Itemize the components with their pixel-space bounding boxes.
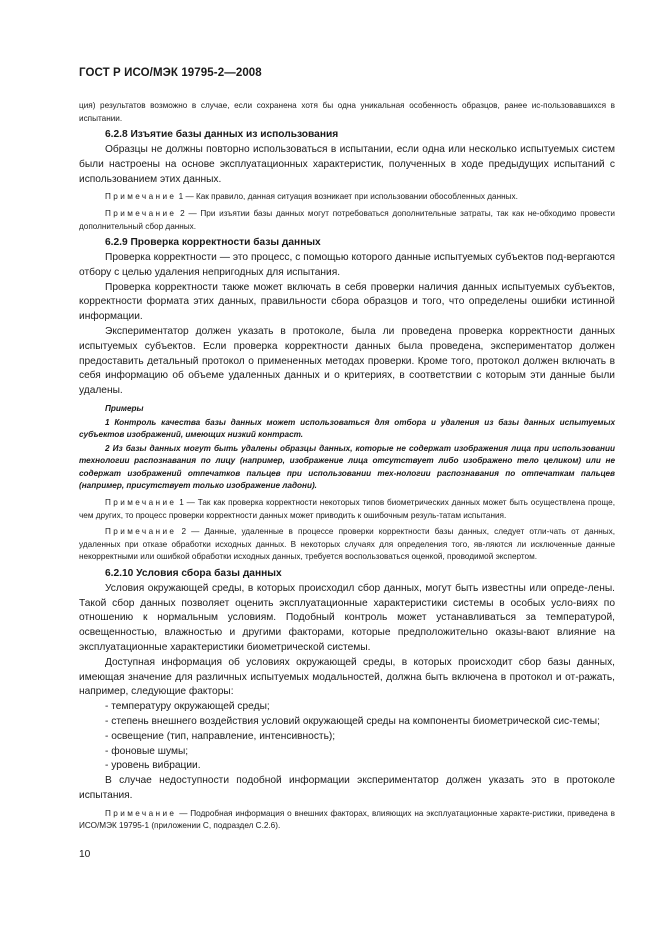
- paragraph: Проверка корректности — это процесс, с помощью которого данные испытуемых субъектов под-вергаются отбору с целью удаления непригодных для испытания.: [79, 251, 615, 278]
- list-item: - уровень вибрации.: [105, 760, 201, 772]
- paragraph: В случае недоступности подобной информации экспериментатор должен указать это в протоколе испытания.: [79, 775, 615, 801]
- paragraph: Условия окружающей среды, в которых происходил сбор данных, могут быть известны или опреде-лены. Такой сбор данных позволяет оценить эксплуатационные характеристики системы в особых усло-виях по отношению к нормальным условиям. Подобный контроль может устанавливаться за температурой, освещенностью, влажностью и другими факторами, которые предположительно оказы-вают влияние на эксплуатационные характеристики биометрической системы.: [79, 582, 615, 654]
- note: [79, 808, 615, 833]
- note: [79, 526, 615, 564]
- paragraph: Экспериментатор должен указать в протоколе, была ли проведена проверка корректности данных испытуемых субъектов. Если проверка корректности данных была проведена, экспериментатор должен предоставить детальный протокол о примененных методах проверки. Кроме того, протокол должен включать в себя информацию об объеме удаленных данных и о критериях, в соответствии с которым эти данные были удалены.: [79, 325, 615, 397]
- note-text: 1 — Как правило, данная ситуация возникает при использовании обособленных данных.: [176, 192, 518, 202]
- note-text: 2 — При изъятии базы данных могут потребоваться дополнительные затраты, так как не-обходимо провести дополнительный сбор данных.: [79, 208, 615, 231]
- example: 1 Контроль качества базы данных может использоваться для отбора и удаления из базы данных испытуемых субъектов изображений, имеющих низкий контраст.: [79, 417, 615, 440]
- note: [79, 191, 615, 204]
- section-heading-6-2-10: 6.2.10 Условия сбора базы данных: [105, 568, 282, 580]
- list-item: - температуру окружающей среды;: [105, 701, 270, 713]
- list-item: - фоновые шумы;: [105, 745, 189, 757]
- note: [79, 497, 615, 522]
- section-heading-6-2-9: 6.2.9 Проверка корректности базы данных: [105, 237, 321, 249]
- note-label: Примечание: [105, 808, 177, 818]
- note-text: 1 — Так как проверка корректности некоторых типов биометрических данных может быть осуществлена проще, чем других, то процесс проверки корректности данных может приводить к ошибочным резуль-татам испытания.: [79, 498, 615, 520]
- note-label: Примечание: [105, 208, 177, 218]
- note-text: 2 — Данные, удаленные в процессе проверки корректности базы данных, следует отли-чать от данных, удаленных при отказе обработки исходных данных. В некоторых случаях для определения того, яв-ляются ли исключенные данные некорректными или ошибкой обработки исходных данных, требуется воспользоваться оценкой, проводимой экспертом.: [79, 527, 615, 562]
- continuation-text: ция) результатов возможно в случае, если сохранена хотя бы одна уникальная особенность образцов, ранее ис-пользовавшихся в испытании.: [79, 101, 615, 123]
- page-content: [79, 66, 615, 833]
- note-text: — Подробная информация о внешних факторах, влияющих на эксплуатационные характе-ристики, приведена в ИСО/МЭК 19795-1 (приложении С, подраздел С.2.6).: [79, 808, 615, 831]
- page-header: ГОСТ Р ИСО/МЭК 19795-2—2008: [79, 67, 262, 79]
- examples-title: Примеры: [105, 403, 144, 413]
- paragraph: Доступная информация об условиях окружающей среды, в которых происходит сбор базы данных, имеющая значение для различных испытуемых модальностей, должна быть включена в протокол и от-ражать, например, следующие факторы:: [79, 656, 615, 698]
- page-number: 10: [79, 849, 91, 860]
- example: 2 Из базы данных могут быть удалены образцы данных, которые не содержат изображения лица при использовании технологии распознавания по лицу (например, изображение лица отсутствует либо изображено тело целиком) или не содержат изображений отпечатков пальцев при использовании тех-нологии распознавания по отпечаткам пальцев (например, присутствует только изображение ладони).: [79, 443, 615, 491]
- paragraph: Образцы не должны повторно использоваться в испытании, если одна или несколько испытуемых систем были настроены на основе эксплуатационных характеристик, полученных в ходе предыдущих испытаний с использованием этих данных.: [79, 143, 615, 185]
- list-item: - освещение (тип, направление, интенсивность);: [105, 730, 336, 742]
- note-label: Примечание: [105, 527, 177, 537]
- section-heading-6-2-8: 6.2.8 Изъятие базы данных из использования: [105, 129, 339, 141]
- paragraph: Проверка корректности также может включать в себя проверки наличия данных испытуемых субъектов, корректности формата этих данных, правильности сбора образцов и того, что определены ошибки истинной информации.: [79, 281, 615, 323]
- note-label: Примечание: [105, 192, 177, 202]
- note: [79, 208, 615, 233]
- note-label: Примечание: [105, 498, 177, 508]
- list-item: - степень внешнего воздействия условий окружающей среды на компоненты биометрической сис-темы;: [105, 716, 600, 728]
